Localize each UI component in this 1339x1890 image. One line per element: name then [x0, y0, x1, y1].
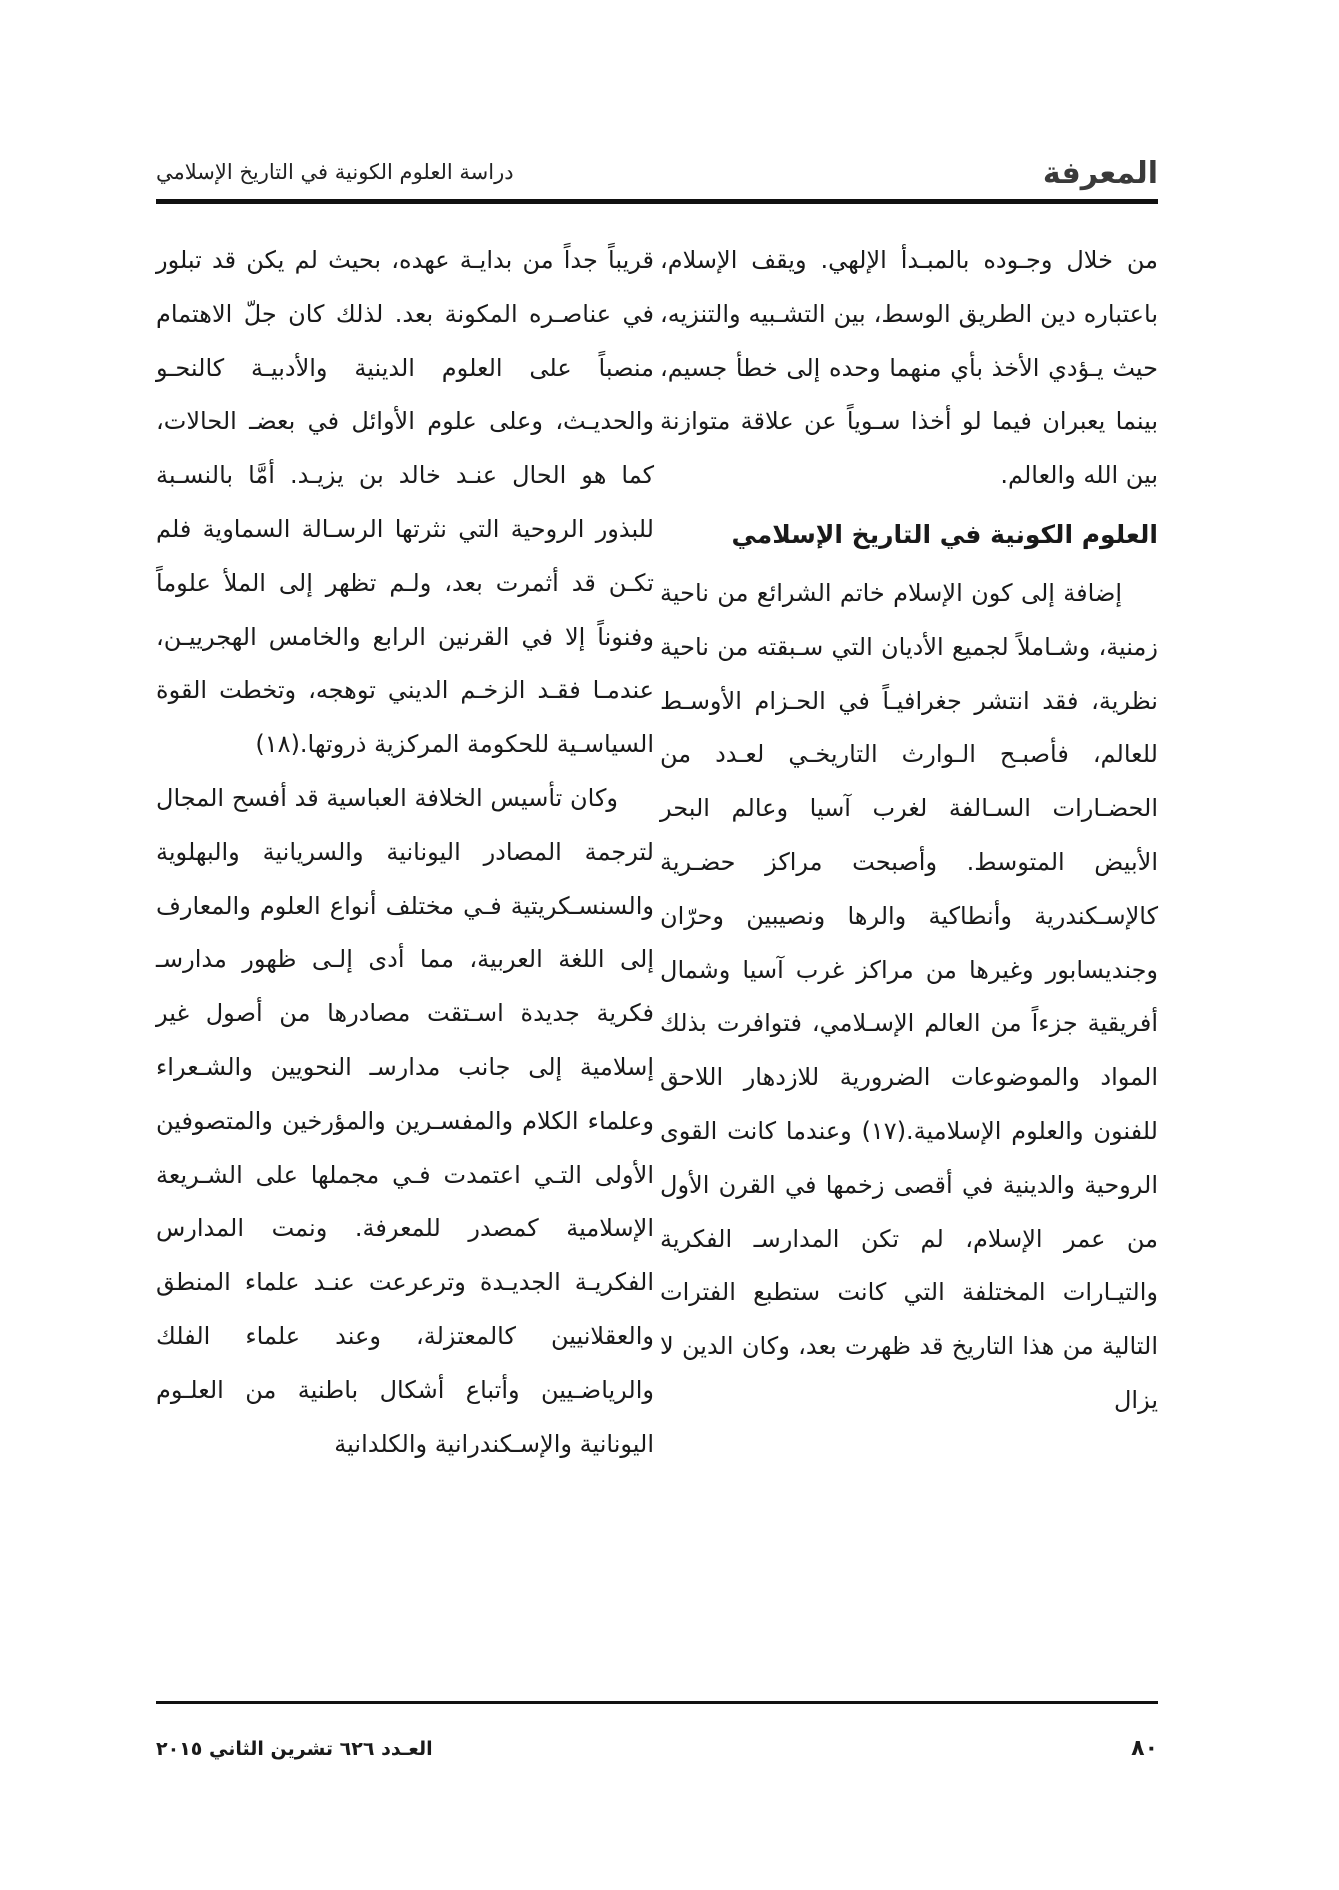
- magazine-logo: المعرفة: [1042, 156, 1158, 191]
- right-column: [660, 234, 1158, 1428]
- running-title: دراسة العلوم الكونية في التاريخ الإسلامي: [156, 160, 514, 184]
- header-divider: [156, 199, 1158, 204]
- issue-info: العـدد ٦٢٦ تشرين الثاني ٢٠١٥: [156, 1738, 433, 1760]
- left-column: [156, 234, 654, 1471]
- page-number: ٨٠: [1131, 1736, 1158, 1761]
- body-paragraph: قريباً جداً من بدايـة عهده، بحيث لم يكن قد تبلور في عناصـره المكونة بعد. لذلك كان جلّ الاهتمام منصباً على العلوم الدينية والأدبيـة كالنحـو والحديـث، وعلى علوم الأوائل في بعضـ الحالات، كما هو الحال عنـد خالد بن يزيـد. أمَّا بالنسـبة للبذور الروحية التي نثرتها الرسـالة السماوية فلم تكـن قد أثمرت بعد، ولـم تظهر إلى الملأ علوماً وفنوناً إلا في القرنين الرابع والخامس الهجرييـن، عندمـا فقـد الزخـم الديني توهجه، وتخطت القوة السياسـية للحكومة المركزية ذروتها.(١٨): [156, 246, 654, 759]
- body-paragraph: من خلال وجـوده بالمبـدأ الإلهي. ويقف الإسلام، باعتباره دين الطريق الوسط، بين التشـبيه والتنزيه، حيث يـؤدي الأخذ بأي منهما وحده إلى خطأ جسيم، بينما يعبران فيما لو أخذا سـوياً عن علاقة متوازنة بين الله والعالم.: [660, 246, 1158, 490]
- body-paragraph: وكان تأسيس الخلافة العباسية قد أفسح المجال لترجمة المصادر اليونانية والسريانية والبهلوية والسنسـكريتية فـي مختلف أنواع العلوم والمعارف إلى اللغة العربية، مما أدى إلـى ظهور مدارسـ فكرية جديدة اسـتقت مصادرها من أصول غير إسلامية إلى جانب مدارسـ النحويين والشـعراء وعلماء الكلام والمفسـرين والمؤرخين والمتصوفين الأولى التـي اعتمدت فـي مجملها على الشـريعة الإسلامية كمصدر للمعرفة. ونمت المدارس الفكريـة الجديـدة وترعرعت عنـد علماء المنطق والعقلانيين كالمعتزلة، وعند علماء الفلك والرياضـيين وأتباع أشكال باطنية من العلـوم اليونانية والإسـكندرانية والكلدانية: [156, 783, 654, 1458]
- section-heading: العلوم الكونية في التاريخ الإسلامي: [731, 519, 1158, 549]
- page-footer: [156, 1736, 1158, 1768]
- page-header: [156, 150, 1158, 200]
- footer-divider: [156, 1701, 1158, 1704]
- body-paragraph: إضافة إلى كون الإسلام خاتم الشرائع من ناحية زمنية، وشـاملاً لجميع الأديان التي سـبقته من ناحية نظرية، فقد انتشر جغرافيـاً في الحـزام الأوسـط للعالم، فأصبـح الـوارث التاريخـي لعـدد من الحضـارات السـالفة لغرب آسيا وعالم البحر الأبيض المتوسط. وأصبحت مراكز حضـرية كالإسـكندرية وأنطاكية والرها ونصيبين وحرّان وجنديسابور وغيرها من مراكز غرب آسيا وشمال أفريقية جزءاً من العالم الإسـلامي، فتوافرت بذلك المواد والموضوعات الضرورية للازدهار اللاحق للفنون والعلوم الإسلامية.(١٧) وعندما كانت القوى الروحية والدينية في أقصى زخمها في القرن الأول من عمر الإسلام، لم تكن المدارسـ الفكرية والتيـارات المختلفة التي كانت ستطبع الفترات التالية من هذا التاريخ قد ظهرت بعد، وكان الدين لا يزال: [660, 578, 1158, 1414]
